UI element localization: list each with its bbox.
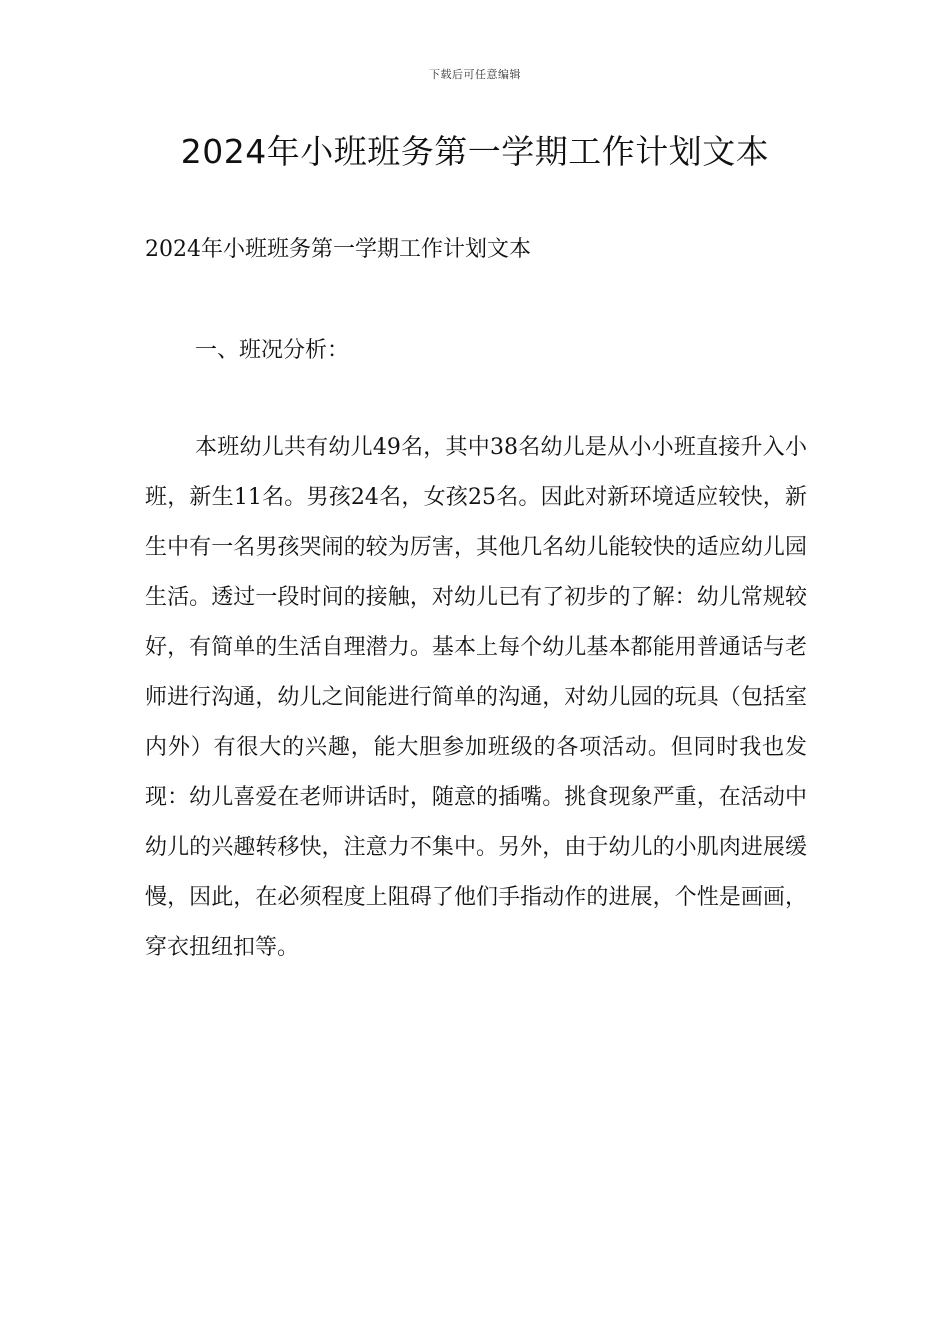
- document-subtitle: 2024年小班班务第一学期工作计划文本: [145, 237, 531, 262]
- body-paragraph: 本班幼儿共有幼儿49名，其中38名幼儿是从小小班直接升入小班，新生11名。男孩24名，女孩25名。因此对新环境适应较快，新生中有一名男孩哭闹的较为厉害，其他几名幼儿能较快的适应幼儿园生活。透过一段时间的接触，对幼儿已有了初步的了解：幼儿常规较好，有简单的生活自理潜力。基本上每个幼儿基本都能用普通话与老师进行沟通，幼儿之间能进行简单的沟通，对幼儿园的玩具（包括室内外）有很大的兴趣，能大胆参加班级的各项活动。但同时我也发现：幼儿喜爱在老师讲话时，随意的插嘴。挑食现象严重，在活动中幼儿的兴趣转移快，注意力不集中。另外，由于幼儿的小肌肉进展缓慢，因此，在必须程度上阻碍了他们手指动作的进展，个性是画画，穿衣扭纽扣等。: [145, 435, 807, 960]
- header-note: 下载后可任意编辑: [429, 68, 521, 81]
- document-title: 2024年小班班务第一学期工作计划文本: [180, 132, 770, 171]
- section-heading: 一、班况分析：: [195, 338, 350, 363]
